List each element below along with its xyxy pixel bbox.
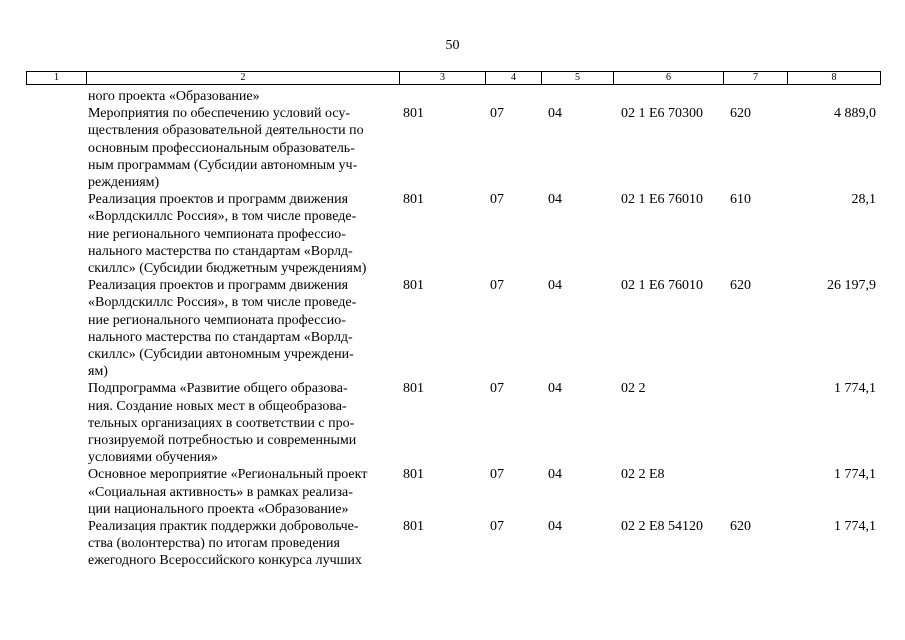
section-code: 07: [490, 381, 504, 397]
table-row: [0, 277, 905, 380]
header-col-4: 4: [486, 72, 542, 85]
section-code: 07: [490, 467, 504, 483]
table-row: [0, 88, 905, 105]
amount-value: 4 889,0: [834, 106, 876, 122]
header-col-7: 7: [724, 72, 788, 85]
table-row: [0, 380, 905, 466]
amount-value: 1 774,1: [834, 467, 876, 483]
description-line: Реализация проектов и программ движения: [88, 278, 349, 294]
description-line: Реализация практик поддержки добровольче-: [88, 519, 359, 535]
description-line: реждениям): [88, 175, 160, 191]
description-line: ние регионального чемпионата профессио-: [88, 226, 346, 242]
description-line: «Социальная активность» в рамках реализа-: [88, 484, 353, 500]
row-description: [88, 88, 398, 105]
amount-value: 28,1: [851, 192, 876, 208]
description-line: нального мастерства по стандартам «Ворлд-: [88, 329, 353, 345]
ministry-code: 801: [403, 381, 424, 397]
header-col-3: 3: [400, 72, 486, 85]
expense-type-code: 620: [730, 519, 751, 535]
header-col-1: 1: [27, 72, 87, 85]
table-row: [0, 518, 905, 570]
description-line: гнозируемой потребностью и современными: [88, 433, 357, 449]
header-col-2: 2: [87, 72, 400, 85]
description-line: ного проекта «Образование»: [88, 89, 260, 104]
section-code: 07: [490, 106, 504, 122]
section-code: 07: [490, 192, 504, 208]
header-col-6: 6: [614, 72, 724, 85]
row-description: [88, 105, 398, 191]
description-line: Подпрограмма «Развитие общего образова-: [88, 381, 348, 397]
ministry-code: 801: [403, 467, 424, 483]
subsection-code: 04: [548, 106, 562, 122]
description-line: Основное мероприятие «Региональный проект: [88, 467, 368, 483]
header-col-8: 8: [788, 72, 881, 85]
row-description: [88, 191, 398, 277]
column-number-header: [26, 71, 881, 85]
row-description: [88, 380, 398, 466]
target-article-code: 02 1 Е6 76010: [621, 192, 704, 208]
table-row: [0, 466, 905, 518]
subsection-code: 04: [548, 519, 562, 535]
row-description: [88, 277, 398, 380]
budget-rows: [0, 88, 905, 570]
description-line: ществления образовательной деятельности по: [88, 123, 364, 139]
target-article-code: 02 1 Е6 76010: [621, 278, 704, 294]
ministry-code: 801: [403, 519, 424, 535]
description-line: Мероприятия по обеспечению условий осу-: [88, 106, 351, 122]
description-line: ние регионального чемпионата профессио-: [88, 312, 346, 328]
description-line: нального мастерства по стандартам «Ворлд-: [88, 243, 353, 259]
table-row: [0, 191, 905, 277]
ministry-code: 801: [403, 106, 424, 122]
description-line: условиями обучения»: [88, 450, 218, 466]
description-line: ям): [88, 364, 108, 380]
description-line: скиллс» (Субсидии автономным учреждени-: [88, 347, 354, 363]
row-description: [88, 466, 398, 518]
description-line: ния. Создание новых мест в общеобразова-: [88, 398, 347, 414]
description-line: «Ворлдскиллс Россия», в том числе проведе-: [88, 295, 357, 311]
page-number: 50: [445, 38, 460, 53]
table-row: [0, 105, 905, 191]
row-description: [88, 518, 398, 570]
expense-type-code: 620: [730, 106, 751, 122]
subsection-code: 04: [548, 381, 562, 397]
description-line: ции национального проекта «Образование»: [88, 501, 349, 517]
section-code: 07: [490, 519, 504, 535]
description-line: ным программам (Субсидии автономным уч-: [88, 157, 358, 173]
amount-value: 1 774,1: [834, 381, 876, 397]
target-article-code: 02 2 Е8: [621, 467, 665, 483]
description-line: тельных организациях в соответствии с про-: [88, 415, 355, 431]
description-line: скиллс» (Субсидии бюджетным учреждениям): [88, 261, 367, 277]
section-code: 07: [490, 278, 504, 294]
header-col-5: 5: [542, 72, 614, 85]
description-line: «Ворлдскиллс Россия», в том числе проведе-: [88, 209, 357, 225]
amount-value: 26 197,9: [827, 278, 876, 294]
description-line: ежегодного Всероссийского конкурса лучших: [88, 553, 362, 569]
description-line: основным профессиональным образователь-: [88, 140, 355, 156]
ministry-code: 801: [403, 278, 424, 294]
subsection-code: 04: [548, 467, 562, 483]
subsection-code: 04: [548, 192, 562, 208]
target-article-code: 02 2: [621, 381, 646, 397]
description-line: Реализация проектов и программ движения: [88, 192, 349, 208]
expense-type-code: 610: [730, 192, 751, 208]
target-article-code: 02 2 Е8 54120: [621, 519, 704, 535]
subsection-code: 04: [548, 278, 562, 294]
amount-value: 1 774,1: [834, 519, 876, 535]
description-line: ства (волонтерства) по итогам проведения: [88, 536, 340, 552]
target-article-code: 02 1 Е6 70300: [621, 106, 704, 122]
expense-type-code: 620: [730, 278, 751, 294]
ministry-code: 801: [403, 192, 424, 208]
